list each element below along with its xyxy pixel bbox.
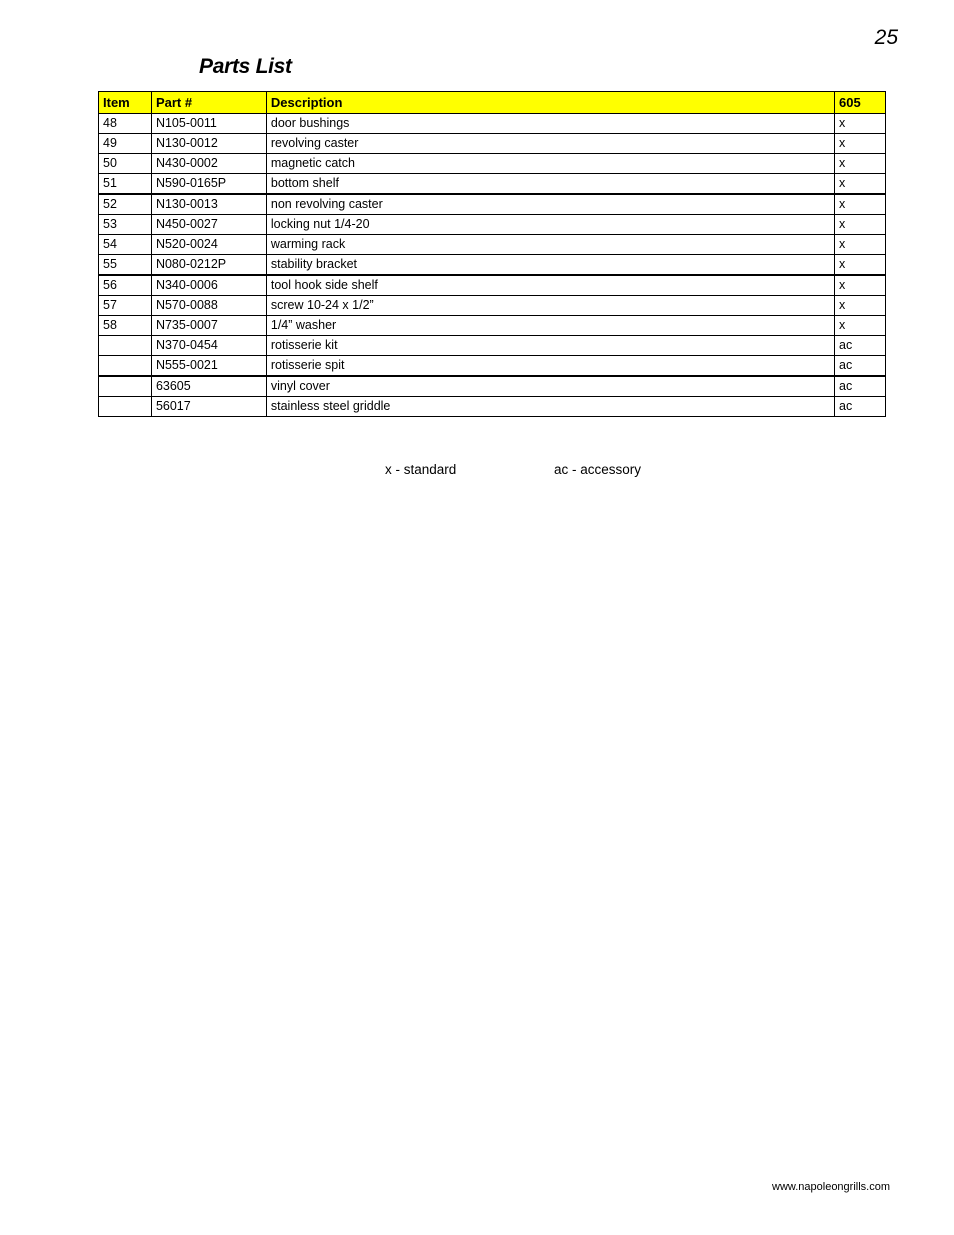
cell-description: rotisserie spit xyxy=(266,356,834,377)
website-url: www.napoleongrills.com xyxy=(772,1181,890,1193)
legend-standard: x - standard xyxy=(385,462,457,477)
cell-item xyxy=(99,397,152,417)
table-row xyxy=(99,316,886,336)
cell-part-number: N520-0024 xyxy=(151,235,266,255)
cell-part-number: N130-0013 xyxy=(151,194,266,215)
cell-description: screw 10-24 x 1/2” xyxy=(266,296,834,316)
header-part-number: Part # xyxy=(151,92,266,114)
cell-item xyxy=(99,356,152,377)
cell-part-number: 63605 xyxy=(151,376,266,397)
table-row xyxy=(99,235,886,255)
cell-model-605: x xyxy=(835,255,886,276)
table-row xyxy=(99,255,886,276)
cell-description: magnetic catch xyxy=(266,154,834,174)
cell-item: 54 xyxy=(99,235,152,255)
cell-model-605: x xyxy=(835,134,886,154)
cell-model-605: x xyxy=(835,296,886,316)
header-description: Description xyxy=(266,92,834,114)
cell-model-605: ac xyxy=(835,356,886,377)
cell-description: 1/4” washer xyxy=(266,316,834,336)
table-row xyxy=(99,134,886,154)
cell-model-605: x xyxy=(835,154,886,174)
page-title: Parts List xyxy=(199,55,292,78)
cell-part-number: N590-0165P xyxy=(151,174,266,195)
cell-model-605: x xyxy=(835,114,886,134)
table-row xyxy=(99,296,886,316)
cell-model-605: x xyxy=(835,174,886,195)
cell-description: locking nut 1/4-20 xyxy=(266,215,834,235)
parts-table xyxy=(98,91,886,417)
cell-description: bottom shelf xyxy=(266,174,834,195)
cell-item xyxy=(99,336,152,356)
table-row xyxy=(99,397,886,417)
cell-item: 57 xyxy=(99,296,152,316)
table-row xyxy=(99,194,886,215)
cell-model-605: ac xyxy=(835,397,886,417)
cell-model-605: x xyxy=(835,215,886,235)
table-row xyxy=(99,215,886,235)
table-row xyxy=(99,336,886,356)
cell-part-number: N570-0088 xyxy=(151,296,266,316)
cell-part-number: N450-0027 xyxy=(151,215,266,235)
cell-part-number: 56017 xyxy=(151,397,266,417)
table-row xyxy=(99,356,886,377)
cell-item: 53 xyxy=(99,215,152,235)
cell-description: non revolving caster xyxy=(266,194,834,215)
cell-model-605: x xyxy=(835,316,886,336)
cell-model-605: x xyxy=(835,275,886,296)
cell-description: door bushings xyxy=(266,114,834,134)
cell-model-605: x xyxy=(835,194,886,215)
cell-item: 55 xyxy=(99,255,152,276)
table-header-row xyxy=(99,92,886,114)
cell-part-number: N105-0011 xyxy=(151,114,266,134)
cell-part-number: N430-0002 xyxy=(151,154,266,174)
table-row xyxy=(99,114,886,134)
cell-part-number: N735-0007 xyxy=(151,316,266,336)
header-model-605: 605 xyxy=(835,92,886,114)
table-row xyxy=(99,154,886,174)
cell-description: rotisserie kit xyxy=(266,336,834,356)
cell-item: 58 xyxy=(99,316,152,336)
cell-item: 48 xyxy=(99,114,152,134)
table-row xyxy=(99,275,886,296)
cell-description: vinyl cover xyxy=(266,376,834,397)
table-row xyxy=(99,174,886,195)
page-number: 25 xyxy=(874,26,898,49)
cell-item: 52 xyxy=(99,194,152,215)
cell-part-number: N080-0212P xyxy=(151,255,266,276)
cell-description: revolving caster xyxy=(266,134,834,154)
cell-item: 51 xyxy=(99,174,152,195)
cell-model-605: ac xyxy=(835,376,886,397)
cell-description: stability bracket xyxy=(266,255,834,276)
cell-part-number: N370-0454 xyxy=(151,336,266,356)
table-row xyxy=(99,376,886,397)
cell-part-number: N555-0021 xyxy=(151,356,266,377)
cell-description: warming rack xyxy=(266,235,834,255)
cell-part-number: N130-0012 xyxy=(151,134,266,154)
cell-model-605: x xyxy=(835,235,886,255)
cell-item xyxy=(99,376,152,397)
legend-accessory: ac - accessory xyxy=(554,462,642,477)
header-item: Item xyxy=(99,92,152,114)
cell-item: 56 xyxy=(99,275,152,296)
cell-description: tool hook side shelf xyxy=(266,275,834,296)
cell-part-number: N340-0006 xyxy=(151,275,266,296)
cell-item: 49 xyxy=(99,134,152,154)
cell-model-605: ac xyxy=(835,336,886,356)
cell-description: stainless steel griddle xyxy=(266,397,834,417)
cell-item: 50 xyxy=(99,154,152,174)
